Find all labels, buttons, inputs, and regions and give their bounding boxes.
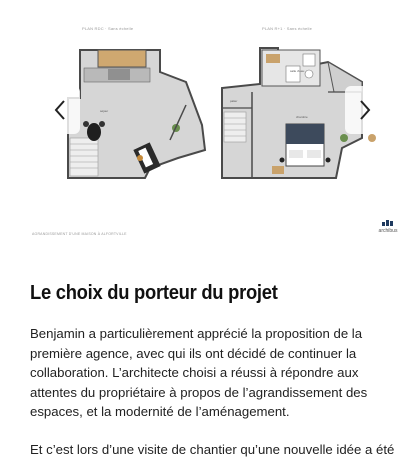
- svg-text:salle d'eau: salle d'eau: [290, 69, 305, 73]
- image-caption: AGRANDISSEMENT D'UNE MAISON À ALFORTVILLE: [32, 232, 127, 236]
- svg-text:séjour: séjour: [100, 109, 109, 113]
- ground-floor-plan: [68, 50, 205, 178]
- article-paragraph-continued: Et c’est lors d’une visite de chantier qu’une nouvelle idée a été: [30, 442, 395, 457]
- article-paragraph: Benjamin a particulièrement apprécié la proposition de la première agence, avec qui ils ont décidé de continuer la collaboration. L’architecte choisi a réussi à répondre aux attentes du propriétaire à propos de l’agrandissement des espaces, et la modernité de l’aménagement.: [30, 326, 368, 420]
- svg-text:chambre: chambre: [296, 115, 308, 119]
- section-heading: Le choix du porteur du projet: [30, 282, 278, 304]
- archibus-logo: [378, 220, 398, 234]
- carousel-next-button[interactable]: [345, 86, 385, 134]
- chevron-left-icon: [53, 99, 67, 121]
- svg-text:palier: palier: [230, 99, 238, 103]
- logo-text: archibus: [378, 228, 398, 234]
- carousel-prev-button[interactable]: [40, 86, 80, 134]
- chevron-right-icon: [358, 99, 372, 121]
- ground-floor-plan-title: PLAN RDC · Sans échelle: [82, 26, 134, 31]
- first-floor-plan-title: PLAN R+1 · Sans échelle: [262, 26, 313, 31]
- logo-mark-icon: [382, 220, 394, 226]
